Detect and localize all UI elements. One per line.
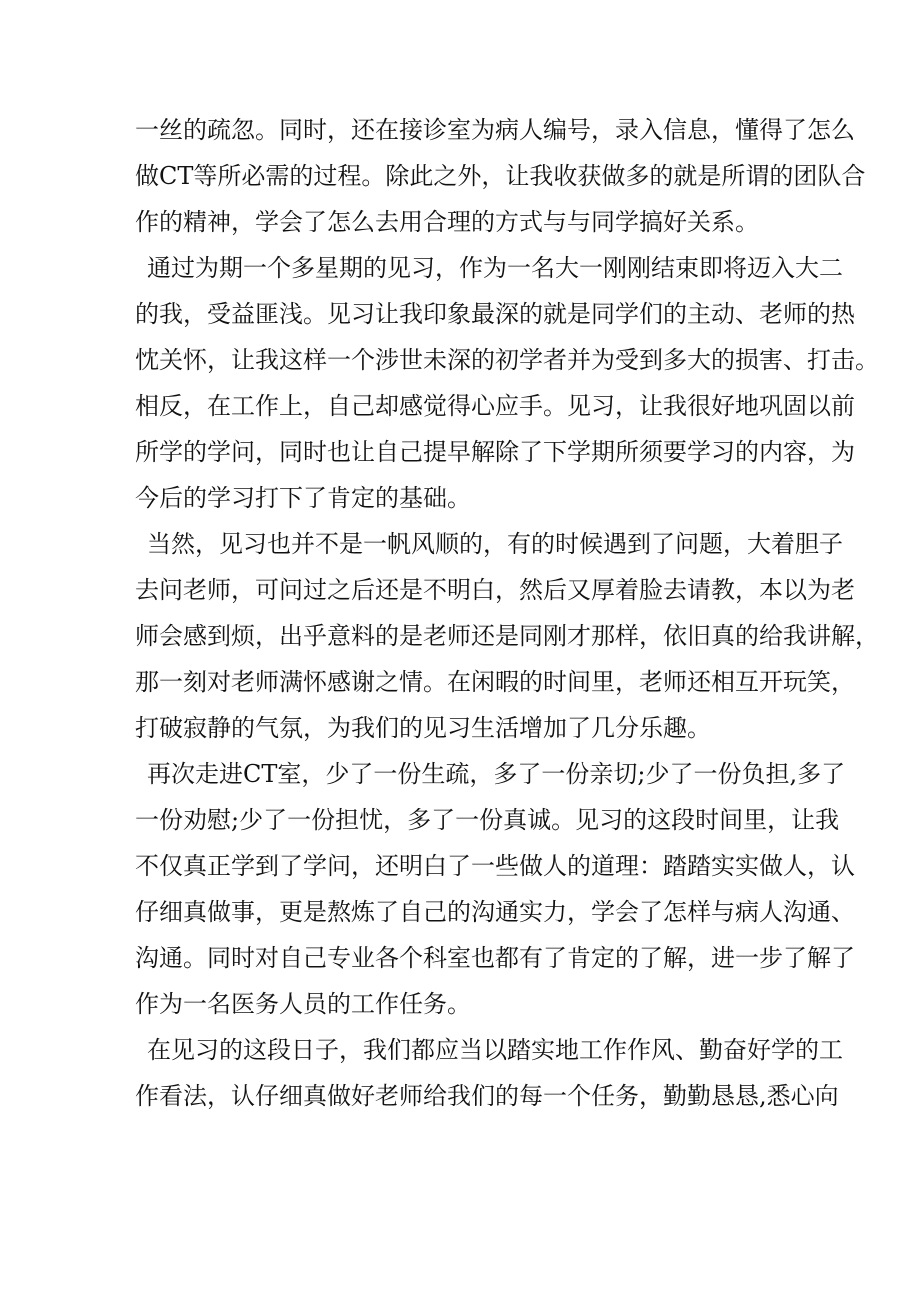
text-line: 做CT等所必需的过程。除此之外，让我收获做多的就是所谓的团队合 bbox=[135, 162, 866, 190]
text-line: 一份劝慰;少了一份担忧，多了一份真诚。见习的这段时间里，让我 bbox=[135, 806, 840, 834]
text-line: 沟通。同时对自己专业各个科室也都有了肯定的了解，进一步了解了 bbox=[135, 944, 855, 972]
paragraph-first-line: 再次走进CT室，少了一份生疏，多了一份亲切;少了一份负担,多了 bbox=[147, 760, 846, 788]
text-line: 相反，在工作上，自己却感觉得心应手。见习，让我很好地巩固以前 bbox=[135, 392, 855, 420]
text-line: 作的精神，学会了怎么去用合理的方式与与同学搞好关系。 bbox=[135, 208, 759, 236]
paragraph-first-line: 通过为期一个多星期的见习，作为一名大一刚刚结束即将迈入大二 bbox=[147, 254, 843, 282]
text-line: 作为一名医务人员的工作任务。 bbox=[135, 990, 471, 1018]
paragraph-first-line: 当然，见习也并不是一帆风顺的，有的时候遇到了问题，大着胆子 bbox=[147, 530, 843, 558]
text-line: 忱关怀，让我这样一个涉世未深的初学者并为受到多大的损害、打击。 bbox=[135, 346, 879, 374]
paragraph-first-line: 在见习的这段日子，我们都应当以踏实地工作作风、勤奋好学的工 bbox=[147, 1036, 843, 1064]
text-line: 一丝的疏忽。同时，还在接诊室为病人编号，录入信息，懂得了怎么 bbox=[135, 116, 855, 144]
text-line: 师会感到烦，出乎意料的是老师还是同刚才那样，依旧真的给我讲解， bbox=[135, 622, 879, 650]
text-line: 去问老师，可问过之后还是不明白，然后又厚着脸去请教，本以为老 bbox=[135, 576, 855, 604]
text-line: 仔细真做事，更是熬炼了自己的沟通实力，学会了怎样与病人沟通、 bbox=[135, 898, 855, 926]
text-line: 不仅真正学到了学问，还明白了一些做人的道理：踏踏实实做人，认 bbox=[135, 852, 855, 880]
text-line: 今后的学习打下了肯定的基础。 bbox=[135, 484, 471, 512]
text-line: 的我，受益匪浅。见习让我印象最深的就是同学们的主动、老师的热 bbox=[135, 300, 855, 328]
text-line: 那一刻对老师满怀感谢之情。在闲暇的时间里，老师还相互开玩笑， bbox=[135, 668, 855, 696]
text-line: 打破寂静的气氛，为我们的见习生活增加了几分乐趣。 bbox=[135, 714, 711, 742]
text-line: 所学的学问，同时也让自己提早解除了下学期所须要学习的内容，为 bbox=[135, 438, 855, 466]
document-body bbox=[135, 107, 879, 1119]
text-line: 作看法，认仔细真做好老师给我们的每一个任务，勤勤恳恳,悉心向 bbox=[135, 1082, 839, 1110]
